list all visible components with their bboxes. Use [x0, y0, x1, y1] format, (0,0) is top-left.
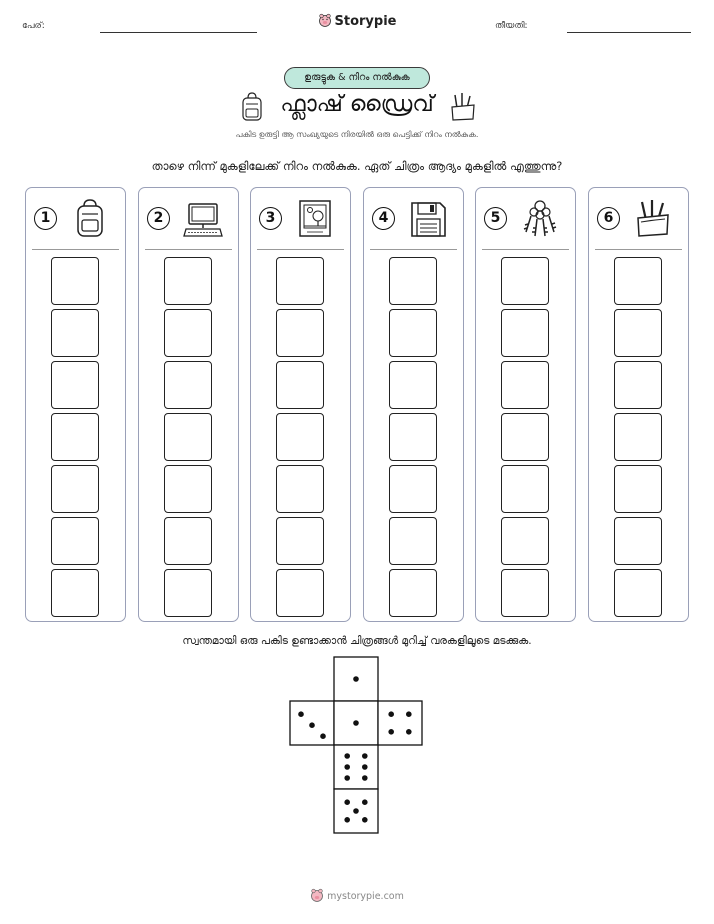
footer-url[interactable]: mystorypie.com: [327, 891, 404, 902]
column-number: 1: [34, 207, 57, 230]
dice-pip: [344, 764, 350, 770]
column-number: 4: [372, 207, 395, 230]
color-box[interactable]: [51, 309, 99, 357]
page-title: ഫ്ലാഷ് ഡ്രൈവ്: [280, 92, 434, 117]
pencil-case-title-icon: [450, 92, 476, 122]
column-5: [475, 187, 576, 622]
column-number: 2: [147, 207, 170, 230]
dice-pip: [344, 817, 350, 823]
color-box[interactable]: [389, 517, 437, 565]
color-box[interactable]: [276, 361, 324, 409]
cut-instruction: സ്വന്തമായി ഒരു പകിട ഉണ്ടാക്കാൻ ചിത്രങ്ങൾ മുറിച്ച് വരകളിലൂടെ മടക്കുക.: [182, 635, 532, 647]
floppy-disk-icon: [408, 198, 448, 240]
picture-frame-icon: [295, 198, 335, 240]
column-number: 5: [484, 207, 507, 230]
color-box[interactable]: [614, 569, 662, 617]
dice-pip: [353, 676, 359, 682]
color-box[interactable]: [164, 361, 212, 409]
color-box[interactable]: [51, 413, 99, 461]
color-box[interactable]: [51, 465, 99, 513]
color-box[interactable]: [389, 465, 437, 513]
divider: [595, 249, 682, 250]
date-label: തീയതി:: [495, 21, 528, 31]
color-box[interactable]: [614, 517, 662, 565]
column-1: [25, 187, 126, 622]
color-box[interactable]: [51, 517, 99, 565]
dice-pip: [298, 711, 304, 717]
color-box[interactable]: [164, 309, 212, 357]
footer: [0, 888, 714, 905]
name-line[interactable]: [100, 32, 257, 33]
pig-logo-icon: [318, 13, 332, 31]
color-box[interactable]: [501, 257, 549, 305]
color-box[interactable]: [276, 309, 324, 357]
dice-pip: [362, 764, 368, 770]
activity-badge: ഉരുട്ടുക & നിറം നൽകുക: [284, 67, 430, 89]
color-box[interactable]: [164, 413, 212, 461]
color-box[interactable]: [501, 309, 549, 357]
pig-footer-icon: [310, 888, 324, 905]
dice-pip: [406, 729, 412, 735]
column-2: [138, 187, 239, 622]
color-box[interactable]: [389, 569, 437, 617]
dice-pip: [406, 711, 412, 717]
subtitle: പകിട ഉരുട്ടി ആ സംഖ്യയുടെ നിരയിൽ ഒരു പെട്ടിക്ക് നിറം നൽകുക.: [235, 130, 479, 139]
color-box[interactable]: [276, 257, 324, 305]
divider: [370, 249, 457, 250]
color-box[interactable]: [276, 465, 324, 513]
dice-pip: [309, 722, 315, 728]
column-6: [588, 187, 689, 622]
column-4: [363, 187, 464, 622]
computer-icon: [183, 198, 223, 240]
dice-pip: [362, 799, 368, 805]
question-text: താഴെ നിന്ന് മുകളിലേക്ക് നിറം നൽകുക. ഏത് ചിത്രം ആദ്യം മുകളിൽ എത്തുന്നു?: [151, 159, 563, 173]
dice-pip: [388, 729, 394, 735]
color-box[interactable]: [164, 569, 212, 617]
color-box[interactable]: [501, 517, 549, 565]
color-box[interactable]: [51, 361, 99, 409]
brand-logo: [0, 13, 714, 31]
column-number: 6: [597, 207, 620, 230]
color-box[interactable]: [276, 517, 324, 565]
color-box[interactable]: [51, 569, 99, 617]
dice-pip: [362, 753, 368, 759]
color-box[interactable]: [614, 257, 662, 305]
column-number: 3: [259, 207, 282, 230]
color-box[interactable]: [276, 569, 324, 617]
color-box[interactable]: [501, 465, 549, 513]
color-box[interactable]: [389, 257, 437, 305]
brand-name: Storypie: [334, 14, 397, 29]
color-box[interactable]: [51, 257, 99, 305]
color-box[interactable]: [389, 361, 437, 409]
color-box[interactable]: [164, 465, 212, 513]
color-box[interactable]: [501, 361, 549, 409]
date-line[interactable]: [567, 32, 691, 33]
color-box[interactable]: [614, 361, 662, 409]
dice-face-right: [378, 701, 422, 745]
dice-pip: [344, 753, 350, 759]
color-box[interactable]: [389, 413, 437, 461]
color-box[interactable]: [614, 309, 662, 357]
dice-pip: [362, 775, 368, 781]
dice-pip: [344, 799, 350, 805]
backpack-icon: [70, 198, 110, 240]
color-box[interactable]: [389, 309, 437, 357]
divider: [32, 249, 119, 250]
dice-pip: [353, 720, 359, 726]
divider: [257, 249, 344, 250]
color-box[interactable]: [276, 413, 324, 461]
color-box[interactable]: [501, 413, 549, 461]
dice-pip: [388, 711, 394, 717]
color-box[interactable]: [614, 413, 662, 461]
column-3: [250, 187, 351, 622]
color-box[interactable]: [164, 257, 212, 305]
name-label: പേര്:: [22, 21, 45, 31]
divider: [145, 249, 232, 250]
dice-pip: [320, 733, 326, 739]
dice-pip: [344, 775, 350, 781]
divider: [482, 249, 569, 250]
dice-face-lower: [334, 745, 378, 789]
color-box[interactable]: [501, 569, 549, 617]
dice-net: [288, 655, 426, 837]
dice-pip: [362, 817, 368, 823]
color-box[interactable]: [164, 517, 212, 565]
pencil-case-icon: [633, 198, 673, 240]
keys-icon: [520, 198, 560, 240]
dice-pip: [353, 808, 359, 814]
color-box[interactable]: [614, 465, 662, 513]
